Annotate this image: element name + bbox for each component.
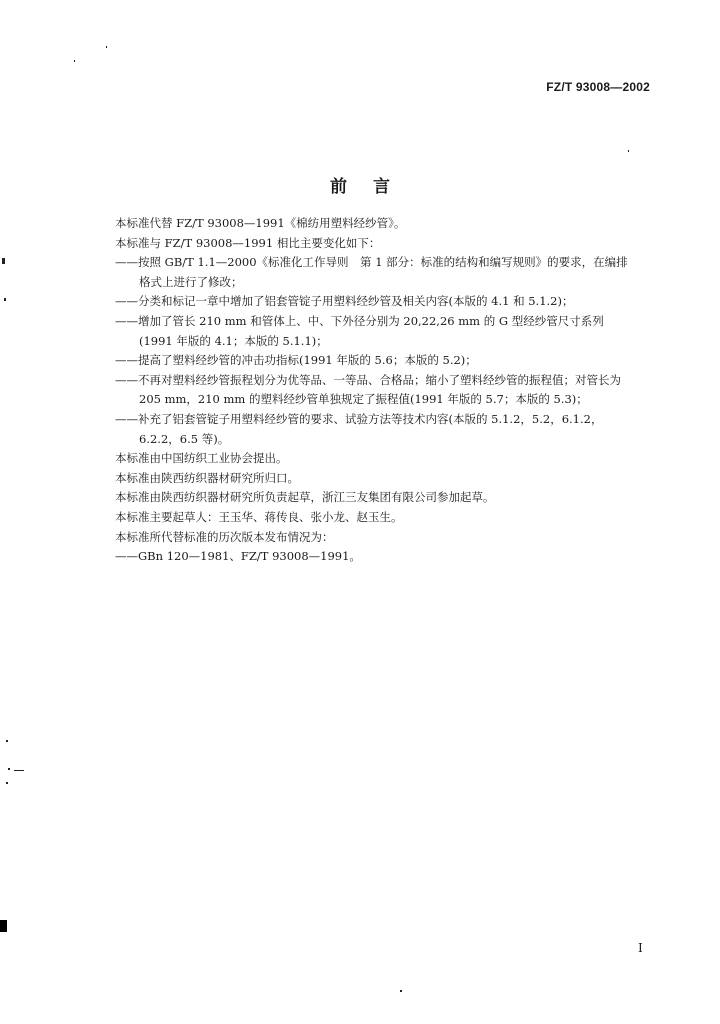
page-title: 前言 <box>330 177 416 197</box>
body-text <box>115 214 655 567</box>
scan-speck <box>106 46 107 48</box>
scan-speck <box>14 770 24 771</box>
text-line: 格式上进行了修改； <box>139 274 243 289</box>
text-line: 本标准由陕西纺织器材研究所负责起草，浙江三友集团有限公司参加起草。 <box>115 490 495 505</box>
scan-speck <box>74 60 75 62</box>
text-line: 本标准与 FZ/T 93008—1991 相比主要变化如下： <box>115 235 381 250</box>
text-line: ——分类和标记一章中增加了铝套管锭子用塑料经纱管及相关内容(本版的 4.1 和 5.1.2)； <box>115 294 574 309</box>
scan-speck <box>2 258 5 264</box>
text-line: 本标准代替 FZ/T 93008—1991《棉纺用塑料经纱管》。 <box>115 216 406 230</box>
text-line: ——按照 GB/T 1.1—2000《标准化工作导则 第 1 部分：标准的结构和编写规则》的要求，在编排 <box>115 255 628 270</box>
text-line: 本标准所代替标准的历次版本发布情况为： <box>115 529 334 544</box>
scan-speck <box>6 782 8 784</box>
text-line: ——不再对塑料经纱管振程划分为优等品、一等品、合格品；缩小了塑料经纱管的振程值；对管长为 <box>115 372 621 387</box>
text-line: 本标准由陕西纺织器材研究所归口。 <box>115 470 299 485</box>
text-line: 本标准主要起草人：王玉华、蒋传良、张小龙、赵玉生。 <box>115 509 403 524</box>
text-line: (1991 年版的 4.1；本版的 5.1.1)； <box>139 333 328 348</box>
standard-code: FZ/T 93008—2002 <box>546 80 650 94</box>
text-line: ——提高了塑料经纱管的冲击功指标(1991 年版的 5.6；本版的 5.2)； <box>115 353 477 368</box>
text-line: ——补充了铝套管锭子用塑料经纱管的要求、试验方法等技术内容(本版的 5.1.2，5.2，6.1.2， <box>115 411 603 426</box>
page-number: I <box>638 941 643 955</box>
text-line: ——GBn 120—1981、FZ/T 93008—1991。 <box>115 549 361 564</box>
scan-speck <box>8 768 10 770</box>
text-line: 205 mm，210 mm 的塑料经纱管单独规定了振程值(1991 年版的 5.7；本版的 5.3)； <box>139 392 588 407</box>
scan-speck <box>400 990 402 992</box>
text-line: 本标准由中国纺织工业协会提出。 <box>115 451 288 466</box>
scan-speck <box>4 298 6 301</box>
text-line: 6.2.2，6.5 等)。 <box>139 431 230 446</box>
scan-speck <box>628 150 629 152</box>
scan-speck <box>6 740 8 742</box>
text-line: ——增加了管长 210 mm 和管体上、中、下外径分别为 20,22,26 mm 的 G 型经纱管尺寸系列 <box>115 313 604 328</box>
binding-mark <box>0 920 7 932</box>
